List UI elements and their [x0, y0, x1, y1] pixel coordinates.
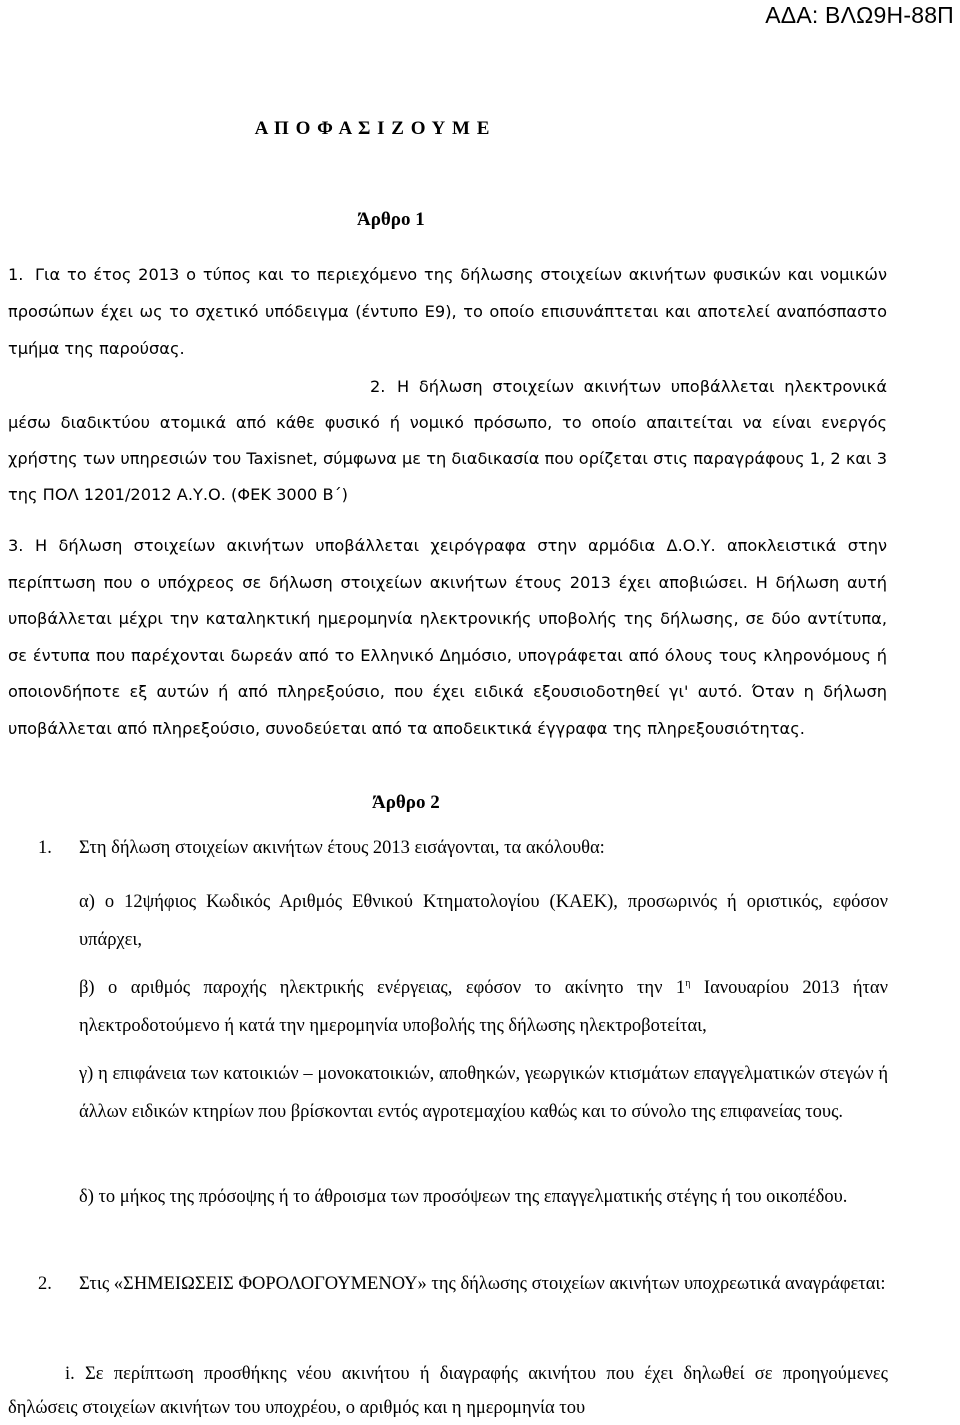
ada-code: ΑΔΑ: ΒΛΩ9Η-88Π [765, 2, 954, 28]
paragraph-number: 1. [8, 265, 24, 284]
paragraph-number: 2. [370, 377, 386, 396]
sub-item-b [79, 969, 888, 1045]
paragraph-text: Για το έτος 2013 ο τύπος και το περιεχόμενο της δήλωσης στοιχείων ακινήτων φυσικών και νομικών προσώπων έχει ως το σχετικό υπόδειγμα (έντυπο Ε9), το οποίο επισυνάπτεται και αποτελεί αναπόσπαστο τμήμα της παρούσας. [8, 265, 887, 358]
paragraph-text: Η δήλωση στοιχείων ακινήτων υποβάλλεται χειρόγραφα στην αρμόδια Δ.Ο.Υ. αποκλειστικά στην περίπτωση που ο υπόχρεος σε δήλωση στοιχείων ακινήτων έτους 2013 έχει αποβιώσει. Η δήλωση αυτή υποβάλλεται μέχρι την καταληκτική ημερομηνία ηλεκτρονικής υποβολής της δήλωσης, σε δύο αντίτυπα, σε έντυπα που παρέχονται δωρεάν από το Ελληνικό Δημόσιο, υπογράφεται από όλους τους κληρονόμους ή οποιονδήποτε εξ αυτών ή από πληρεξούσιο, που έχει ειδικά εξουσιοδοτηθεί γι' αυτό. Όταν η δήλωση υποβάλλεται από πληρεξούσιο, συνοδεύεται από τα αποδεικτικά έγγραφα της πληρεξουσιότητας. [8, 536, 887, 738]
sub-item-g: γ) η επιφάνεια των κατοικιών – μονοκατοικιών, αποθηκών, γεωργικών κτισμάτων επαγγελματικών στεγών ή άλλων ειδικών κτηρίων που βρίσκονται εντός αγροτεμαχίου καθώς και το σύνολο της επιφανείας τους. [79, 1064, 888, 1122]
paragraph-number: 3. [8, 536, 24, 555]
article-2-item-2 [38, 1265, 888, 1303]
item-number: 1. [38, 838, 52, 858]
item-text: Στις «ΣΗΜΕΙΩΣΕΙΣ ΦΟΡΟΛΟΓΟΥΜΕΝΟΥ» της δήλωσης στοιχείων ακινήτων υποχρεωτικά αναγράφεται: [79, 1274, 886, 1294]
sub-item-a: α) ο 12ψήφιος Κωδικός Αριθμός Εθνικού Κτηματολογίου (ΚΑΕΚ), προσωρινός ή οριστικός, εφόσον υπάρχει, [79, 892, 888, 950]
document-title: Α Π Ο Φ Α Σ Ι Ζ Ο Υ Μ Ε [254, 118, 491, 139]
sub-item-d: δ) το μήκος της πρόσοψης ή το άθροισμα των προσόψεων της επαγγελματικής στέγης ή του οικοπέδου. [79, 1187, 848, 1207]
article-1-heading: Άρθρο 1 [357, 209, 425, 230]
item-text: Στη δήλωση στοιχείων ακινήτων έτους 2013 εισάγονται, τα ακόλουθα: [79, 838, 605, 858]
article-1-paragraph-1 [8, 256, 887, 367]
sub-item-b-text-start: β) ο αριθμός παροχής ηλεκτρικής ενέργειας, εφόσον το ακίνητο την 1 [79, 978, 686, 998]
item-number: 2. [38, 1274, 52, 1294]
article-2-item-1 [38, 836, 888, 860]
article-1-paragraph-2 [8, 369, 887, 513]
ordinal-superscript: η [685, 977, 691, 989]
sub-item-b-text-end: Ιανουαρίου 2013 ήταν ηλεκτροδοτούμενο ή κατά την ημερομηνία υποβολής της δήλωσης ηλεκτροβοτείται, [79, 978, 888, 1036]
sub-item-i: i. Σε περίπτωση προσθήκης νέου ακινήτου ή διαγραφής ακινήτου που έχει δηλωθεί σε προηγούμενες δηλώσεις στοιχείων ακινήτων του υποχρέου, ο αριθμός και η ημερομηνία του [8, 1364, 888, 1418]
paragraph-text: Η δήλωση στοιχείων ακινήτων υποβάλλεται ηλεκτρονικά μέσω διαδικτύου ατομικά από κάθε φυσικό ή νομικό πρόσωπο, το οποίο απαιτείται να είναι ενεργός χρήστης των υπηρεσιών του Taxisnet, σύμφωνα με τη διαδικασία που ορίζεται στις παραγράφους 1, 2 και 3 της ΠΟΛ 1201/2012 Α.Υ.Ο. (ΦΕΚ 3000 Β΄) [8, 377, 887, 504]
article-1-paragraph-3 [8, 528, 887, 747]
article-2-heading: Άρθρο 2 [372, 792, 440, 813]
